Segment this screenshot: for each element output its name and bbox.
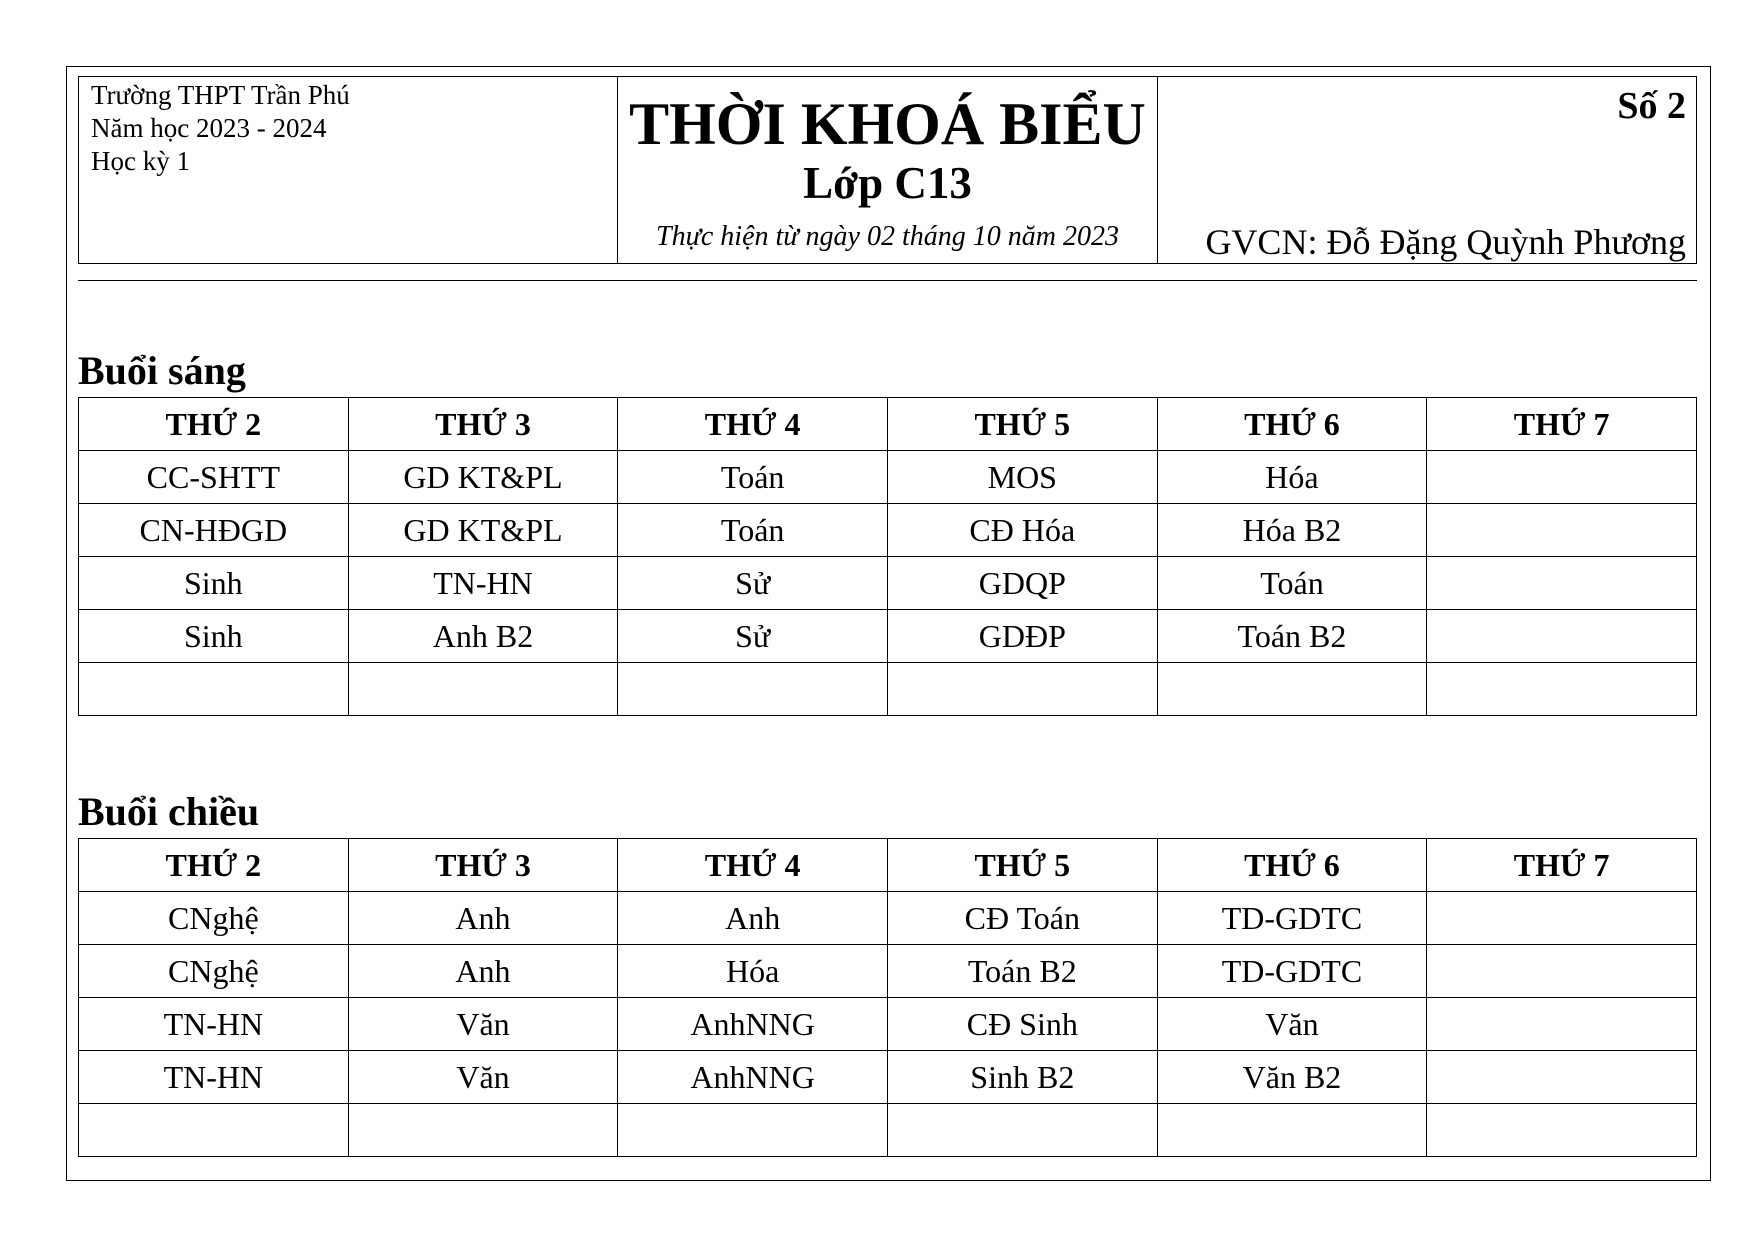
table-cell [348, 1104, 618, 1157]
table-cell: Sinh [79, 610, 349, 663]
table-cell [1427, 1051, 1697, 1104]
morning-session-title: Buổi sáng [78, 348, 246, 393]
table-row [79, 1051, 1697, 1104]
table-cell: Anh [348, 945, 618, 998]
table-cell: Sử [618, 557, 888, 610]
table-cell [79, 1104, 349, 1157]
day-header: THỨ 4 [618, 839, 888, 892]
table-cell: CC-SHTT [79, 451, 349, 504]
table-cell [1427, 663, 1697, 716]
table-cell: CĐ Toán [887, 892, 1157, 945]
table-cell: Văn B2 [1157, 1051, 1427, 1104]
table-cell: Toán [1157, 557, 1427, 610]
page-title: THỜI KHOÁ BIỂU [629, 91, 1146, 157]
table-cell [1427, 945, 1697, 998]
table-cell: MOS [887, 451, 1157, 504]
table-cell: Anh [618, 892, 888, 945]
table-cell: TN-HN [79, 998, 349, 1051]
table-cell: CĐ Sinh [887, 998, 1157, 1051]
table-cell: Sử [618, 610, 888, 663]
table-cell [79, 663, 349, 716]
table-cell: TD-GDTC [1157, 945, 1427, 998]
table-cell: CĐ Hóa [887, 504, 1157, 557]
day-header: THỨ 7 [1427, 839, 1697, 892]
morning-timetable [78, 397, 1697, 716]
table-cell: TN-HN [79, 1051, 349, 1104]
table-cell [1427, 504, 1697, 557]
afternoon-timetable [78, 838, 1697, 1157]
table-cell [1427, 557, 1697, 610]
table-cell: Hóa [1157, 451, 1427, 504]
doc-number: Số 2 [1617, 85, 1686, 127]
header-box [78, 76, 1697, 264]
table-cell: GD KT&PL [348, 451, 618, 504]
table-row [79, 504, 1697, 557]
day-header: THỨ 2 [79, 398, 349, 451]
table-row [79, 610, 1697, 663]
header-row [79, 839, 1697, 892]
table-cell: GDQP [887, 557, 1157, 610]
day-header: THỨ 5 [887, 398, 1157, 451]
table-cell [887, 1104, 1157, 1157]
doc-info [1158, 77, 1696, 263]
table-cell: Sinh [79, 557, 349, 610]
table-cell [1427, 1104, 1697, 1157]
table-row [79, 1104, 1697, 1157]
school-name: Trường THPT Trần Phú [91, 80, 350, 110]
homeroom-teacher: GVCN: Đỗ Đặng Quỳnh Phương [1205, 222, 1686, 262]
table-cell: CNghệ [79, 892, 349, 945]
table-cell: AnhNNG [618, 998, 888, 1051]
table-cell [1427, 610, 1697, 663]
table-cell: Toán B2 [1157, 610, 1427, 663]
table-cell: Anh [348, 892, 618, 945]
table-cell: AnhNNG [618, 1051, 888, 1104]
semester: Học kỳ 1 [91, 146, 190, 176]
table-cell: Văn [348, 1051, 618, 1104]
table-row [79, 892, 1697, 945]
table-cell: Toán B2 [887, 945, 1157, 998]
table-cell [1427, 892, 1697, 945]
day-header: THỨ 3 [348, 839, 618, 892]
table-cell [887, 663, 1157, 716]
day-header: THỨ 6 [1157, 398, 1427, 451]
table-cell [1427, 451, 1697, 504]
table-cell: Anh B2 [348, 610, 618, 663]
school-info [79, 77, 618, 263]
day-header: THỨ 7 [1427, 398, 1697, 451]
table-row [79, 998, 1697, 1051]
title-block [618, 77, 1158, 263]
table-row [79, 945, 1697, 998]
day-header: THỨ 2 [79, 839, 349, 892]
table-cell [1157, 663, 1427, 716]
table-cell: Hóa [618, 945, 888, 998]
header-row [79, 398, 1697, 451]
table-cell: Toán [618, 451, 888, 504]
table-cell [1427, 998, 1697, 1051]
effective-date: Thực hiện từ ngày 02 tháng 10 năm 2023 [656, 221, 1119, 252]
table-cell: Toán [618, 504, 888, 557]
class-name: Lớp C13 [803, 158, 972, 208]
table-cell [618, 1104, 888, 1157]
day-header: THỨ 4 [618, 398, 888, 451]
table-cell: Sinh B2 [887, 1051, 1157, 1104]
table-cell: TN-HN [348, 557, 618, 610]
table-cell: GDĐP [887, 610, 1157, 663]
table-cell [1157, 1104, 1427, 1157]
table-cell: TD-GDTC [1157, 892, 1427, 945]
table-cell [618, 663, 888, 716]
table-cell: GD KT&PL [348, 504, 618, 557]
table-cell [348, 663, 618, 716]
table-row [79, 663, 1697, 716]
table-cell: Hóa B2 [1157, 504, 1427, 557]
afternoon-session-title: Buổi chiều [78, 789, 260, 834]
school-year: Năm học 2023 - 2024 [91, 113, 327, 143]
table-cell: CN-HĐGD [79, 504, 349, 557]
day-header: THỨ 3 [348, 398, 618, 451]
day-header: THỨ 6 [1157, 839, 1427, 892]
table-cell: CNghệ [79, 945, 349, 998]
table-row [79, 557, 1697, 610]
table-cell: Văn [1157, 998, 1427, 1051]
day-header: THỨ 5 [887, 839, 1157, 892]
table-row [79, 451, 1697, 504]
table-cell: Văn [348, 998, 618, 1051]
divider [78, 280, 1697, 281]
